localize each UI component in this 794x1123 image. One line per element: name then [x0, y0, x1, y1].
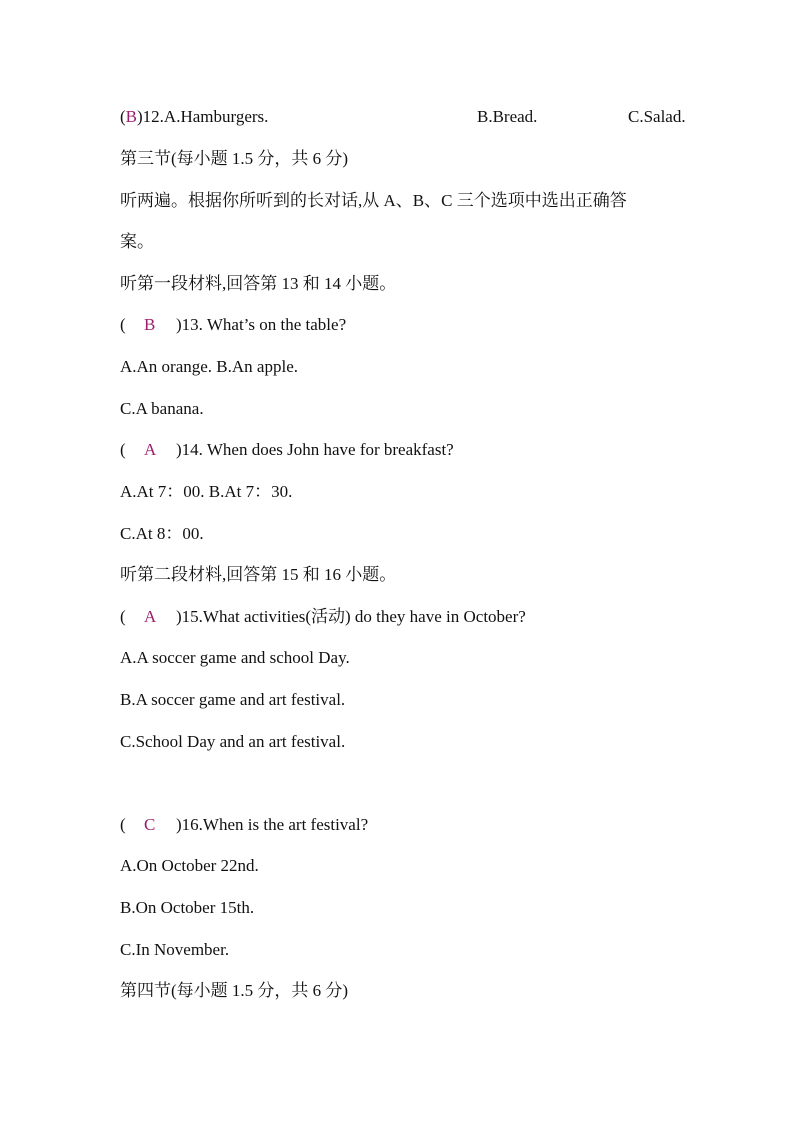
question-16-stem: )16.When is the art festival?: [176, 815, 369, 834]
material-2-intro: 听第二段材料,回答第 15 和 16 小题。: [120, 565, 397, 584]
answer-15: A: [144, 607, 157, 626]
answer-14: A: [144, 440, 157, 459]
question-15-option-c: C.School Day and an art festival.: [120, 732, 346, 751]
question-13-options-line-2: C.A banana.: [120, 399, 204, 418]
section-3-instruction-line-2: 案。: [120, 232, 154, 251]
question-15-stem: )15.What activities(活动) do they have in October?: [176, 607, 526, 626]
question-14-options-line-1: A.At 7：00. B.At 7：30.: [120, 482, 293, 501]
question-16: [120, 814, 368, 836]
question-14-stem: )14. When does John have for breakfast?: [176, 440, 454, 459]
question-15: [120, 606, 526, 628]
question-14: [120, 439, 454, 461]
question-12-option-c: C.Salad.: [628, 107, 686, 126]
question-16-option-b: B.On October 15th.: [120, 898, 255, 917]
paren-open: (: [120, 815, 126, 834]
question-15-option-a: A.A soccer game and school Day.: [120, 648, 350, 667]
answer-16: C: [144, 815, 156, 834]
section-4-heading: 第四节(每小题 1.5 分，共 6 分): [120, 981, 349, 1000]
question-13-stem: )13. What’s on the table?: [176, 315, 347, 334]
question-12-option-b: B.Bread.: [477, 107, 538, 126]
paren-open: (: [120, 440, 126, 459]
paren-open: (: [120, 607, 126, 626]
question-16-option-a: A.On October 22nd.: [120, 856, 259, 875]
question-15-option-b: B.A soccer game and art festival.: [120, 690, 346, 709]
paren-open: (: [120, 315, 126, 334]
question-12: [120, 106, 686, 128]
question-16-option-c: C.In November.: [120, 940, 230, 959]
question-13-options-line-1: A.An orange. B.An apple.: [120, 357, 298, 376]
answer-13: B: [144, 315, 156, 334]
section-3-instruction-line-1: 听两遍。根据你所听到的长对话,从 A、B、C 三个选项中选出正确答: [120, 191, 627, 210]
question-14-options-line-2: C.At 8：00.: [120, 524, 204, 543]
question-12-stem: )12.A.Hamburgers.: [137, 107, 269, 126]
question-13: [120, 314, 346, 336]
material-1-intro: 听第一段材料,回答第 13 和 14 小题。: [120, 274, 397, 293]
paren-open: (: [120, 107, 126, 126]
section-3-heading: 第三节(每小题 1.5 分，共 6 分): [120, 149, 349, 168]
answer-12: B: [125, 107, 138, 126]
